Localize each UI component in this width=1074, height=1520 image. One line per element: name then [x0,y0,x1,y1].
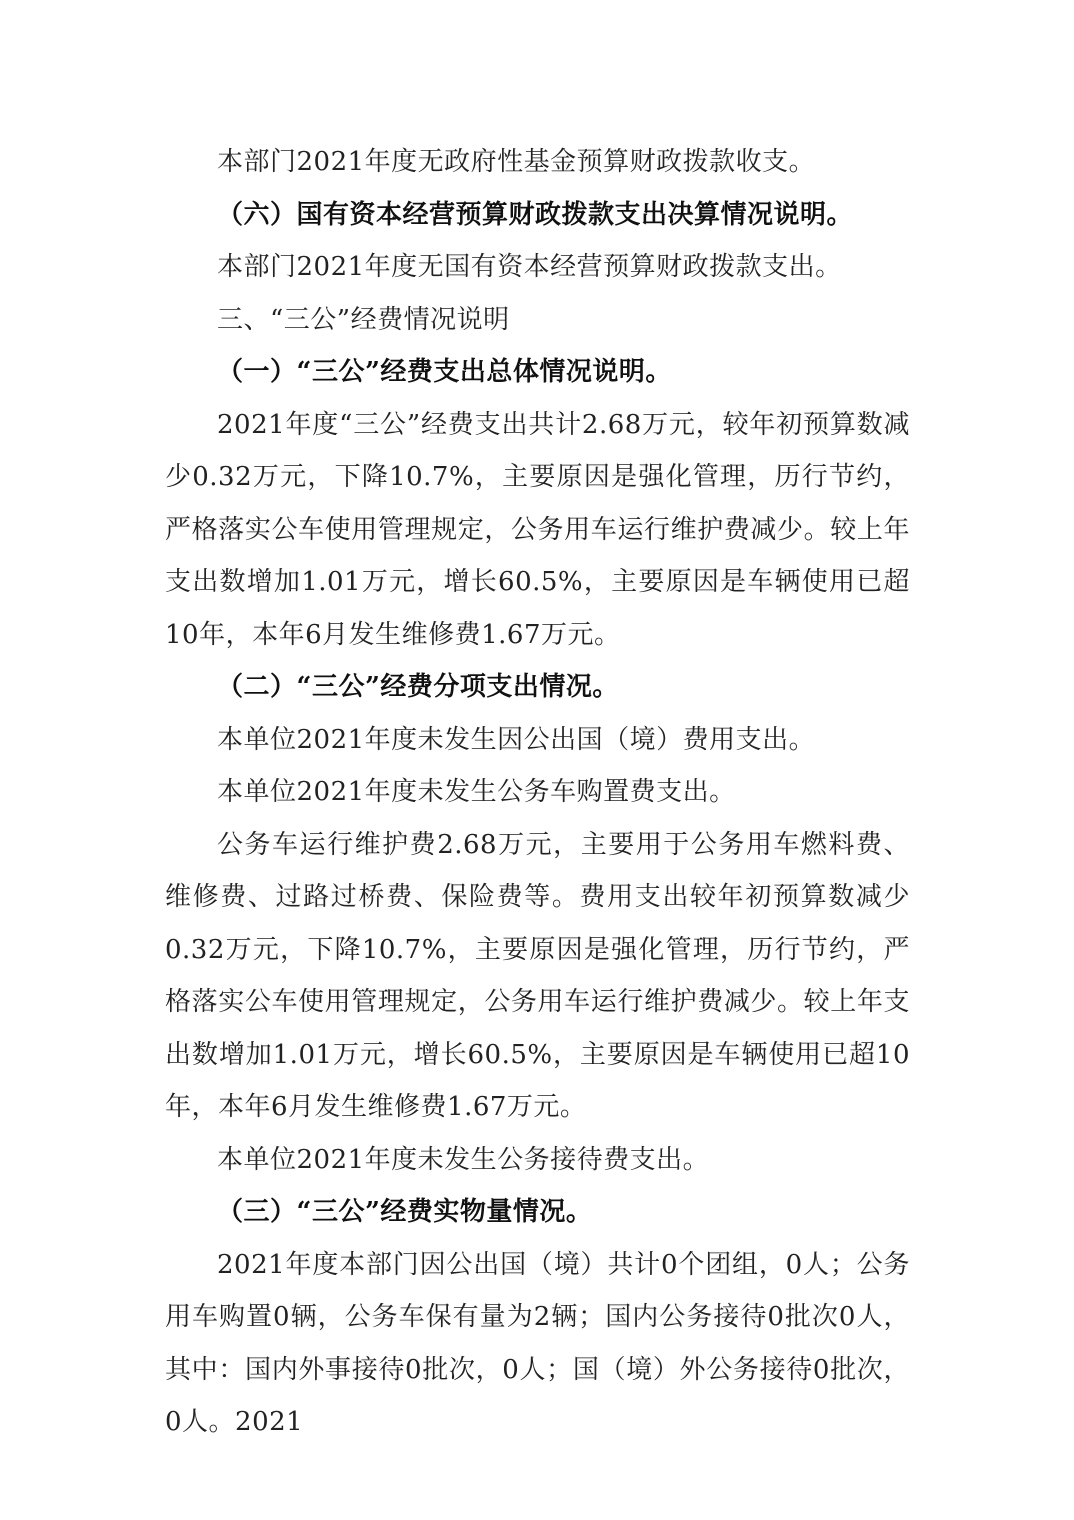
paragraph-overall-expenditure: 2021年度“三公”经费支出共计2.68万元，较年初预算数减少0.32万元，下降10.7%，主要原因是强化管理，历行节约，严格落实公车使用管理规定，公务用车运行维护费减少。较上年支出数增加1.01万元，增长60.5%，主要原因是车辆使用已超10年，本年6月发生维修费1.67万元。 [165,409,910,650]
subheading-state-capital: （六）国有资本经营预算财政拨款支出决算情况说明。 [217,199,854,230]
paragraph-physical-quantity: 2021年度本部门因公出国（境）共计0个团组，0人；公务用车购置0辆，公务车保有量为2辆；国内公务接待0批次0人，其中：国内外事接待0批次，0人；国（境）外公务接待0批次，0人。2021 [165,1249,910,1437]
paragraph-reception: 本单位2021年度未发生公务接待费支出。 [217,1144,710,1175]
paragraph-vehicle-maintenance: 公务车运行维护费2.68万元，主要用于公务用车燃料费、维修费、过路过桥费、保险费等。费用支出较年初预算数减少0.32万元，下降10.7%，主要原因是强化管理，历行节约，严格落实公车使用管理规定，公务用车运行维护费减少。较上年支出数增加1.01万元，增长60.5%，主要原因是车辆使用已超10年，本年6月发生维修费1.67万元。 [165,829,910,1122]
section-heading-three-public: 三、“三公”经费情况说明 [217,304,510,335]
paragraph-vehicle-purchase: 本单位2021年度未发生公务车购置费支出。 [217,777,736,807]
subheading-itemized-expenditure: （二）“三公”经费分项支出情况。 [217,672,619,702]
paragraph-overseas-travel: 本单位2021年度未发生因公出国（境）费用支出。 [217,724,816,755]
paragraph-no-state-capital: 本部门2021年度无国有资本经营预算财政拨款支出。 [217,252,842,282]
document-body [165,136,910,1449]
subheading-overall-expenditure: （一）“三公”经费支出总体情况说明。 [217,357,672,387]
subheading-physical-quantity: （三）“三公”经费实物量情况。 [217,1197,593,1227]
paragraph-no-government-fund: 本部门2021年度无政府性基金预算财政拨款收支。 [217,147,816,177]
